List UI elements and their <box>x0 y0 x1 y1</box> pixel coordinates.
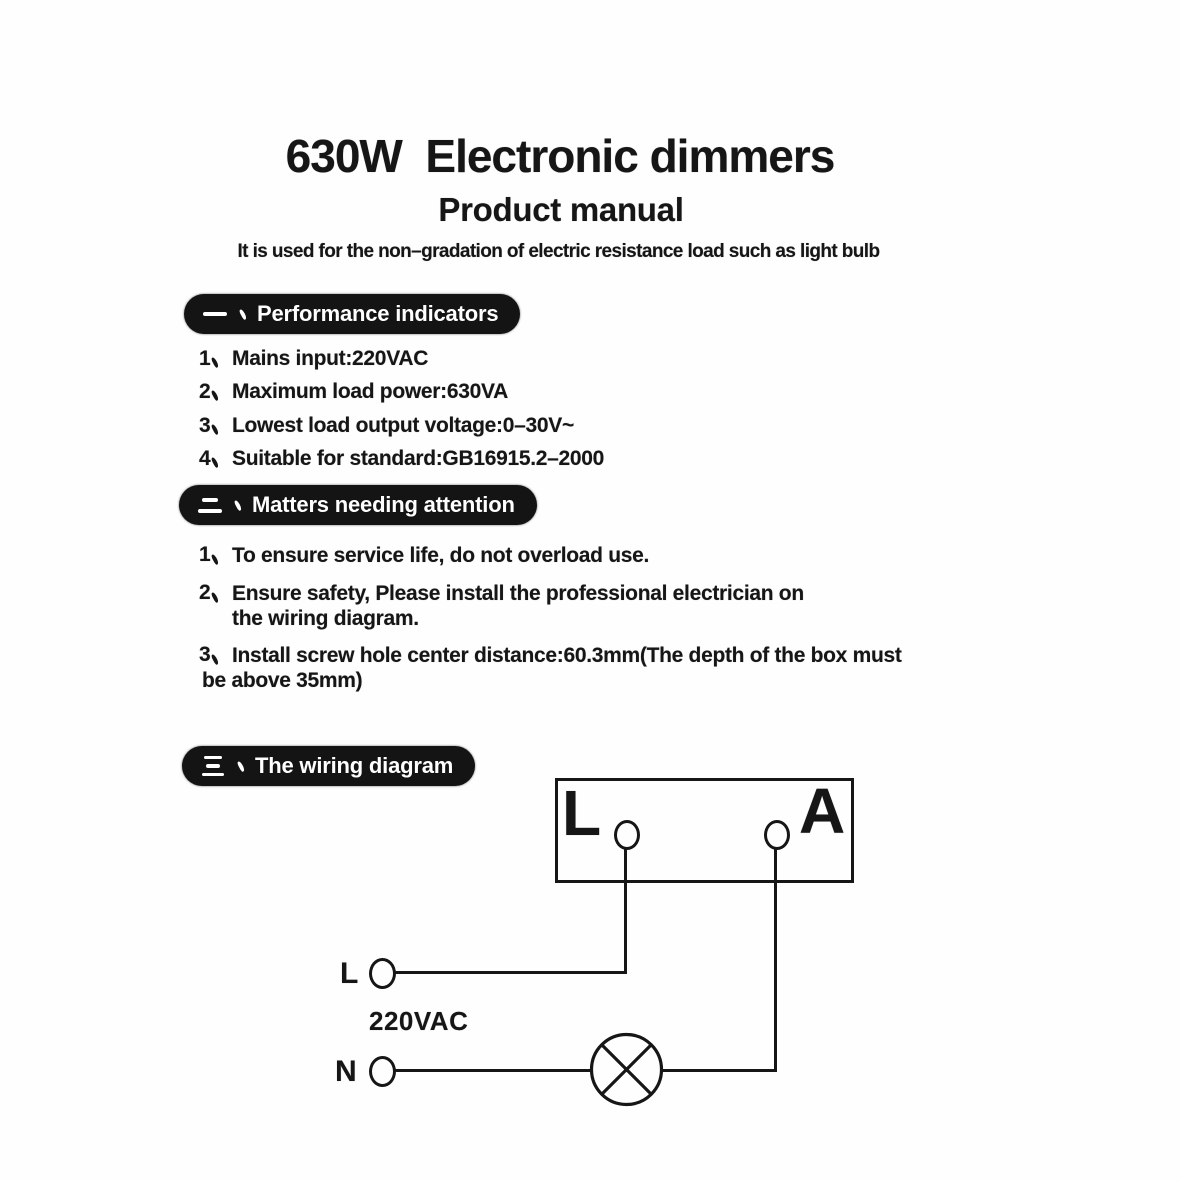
item-text: Lowest load output voltage:0–30V~ <box>232 413 574 437</box>
ideographic-comma-icon <box>210 455 219 470</box>
lamp-icon <box>588 1031 665 1108</box>
ideographic-comma-icon <box>210 422 219 437</box>
list-item <box>199 380 604 413</box>
item-number: 2 <box>199 580 211 604</box>
item-number: 4 <box>199 447 211 471</box>
section-header-performance <box>184 294 520 334</box>
wire-lamp-to-a <box>662 1069 776 1072</box>
item-text-line2: the wiring diagram. <box>232 607 419 630</box>
attention-list <box>199 543 902 694</box>
wire-live-horizontal <box>394 971 627 974</box>
performance-list <box>199 347 604 481</box>
wire-neutral-horizontal <box>395 1069 590 1072</box>
cjk-numeral-one-icon <box>202 312 228 316</box>
cjk-numeral-two-icon <box>197 498 223 513</box>
ideographic-comma-icon <box>210 355 219 370</box>
supply-live-circle <box>369 958 396 989</box>
list-item <box>199 643 902 694</box>
item-number: 1 <box>199 347 211 370</box>
list-item <box>199 347 604 380</box>
item-text-line2: be above 35mm) <box>202 669 363 692</box>
item-text: To ensure service life, do not overload use. <box>232 544 650 567</box>
item-text: Maximum load power:630VA <box>232 380 508 404</box>
ideographic-comma-icon <box>236 759 245 774</box>
item-number: 3 <box>199 413 211 437</box>
product-title: 630W Electronic dimmers <box>285 130 835 182</box>
list-item <box>199 581 902 632</box>
list-item <box>199 447 604 480</box>
ideographic-comma-icon <box>233 498 242 513</box>
section-title: Matters needing attention <box>252 492 515 517</box>
supply-neutral-circle <box>369 1056 396 1087</box>
section-title: The wiring diagram <box>255 753 454 778</box>
item-text: Suitable for standard:GB16915.2–2000 <box>232 447 605 471</box>
list-item <box>199 543 902 569</box>
wire-dimmer-a-vertical <box>774 848 777 1072</box>
dimmer-terminal-a-circle <box>764 820 790 850</box>
item-text: Mains input:220VAC <box>232 347 429 370</box>
wire-dimmer-l-vertical <box>624 848 627 973</box>
ideographic-comma-icon <box>210 590 219 605</box>
dimmer-terminal-l-circle <box>614 820 640 850</box>
supply-neutral-label: N <box>335 1055 357 1088</box>
item-number: 3 <box>199 642 211 666</box>
supply-live-label: L <box>340 957 359 990</box>
product-subtitle: Product manual <box>438 191 684 228</box>
list-item <box>199 414 604 447</box>
ideographic-comma-icon <box>210 388 219 403</box>
ideographic-comma-icon <box>210 652 219 667</box>
item-text-line1: Ensure safety, Please install the professional electrician on <box>232 581 804 605</box>
ideographic-comma-icon <box>210 552 219 567</box>
item-number: 1 <box>199 543 211 566</box>
item-text-line1: Install screw hole center distance:60.3mm(The depth of the box must <box>232 643 902 667</box>
cjk-numeral-three-icon <box>200 756 226 777</box>
item-number: 2 <box>199 380 211 404</box>
section-header-attention <box>179 485 537 525</box>
product-tagline: It is used for the non–gradation of electric resistance load such as light bulb <box>237 241 880 262</box>
section-title: Performance indicators <box>257 301 499 326</box>
supply-voltage-label: 220VAC <box>369 1006 469 1036</box>
section-header-wiring <box>182 746 475 786</box>
dimmer-terminal-a-label: A <box>799 775 846 847</box>
ideographic-comma-icon <box>238 307 247 322</box>
dimmer-terminal-l-label: L <box>562 777 602 849</box>
